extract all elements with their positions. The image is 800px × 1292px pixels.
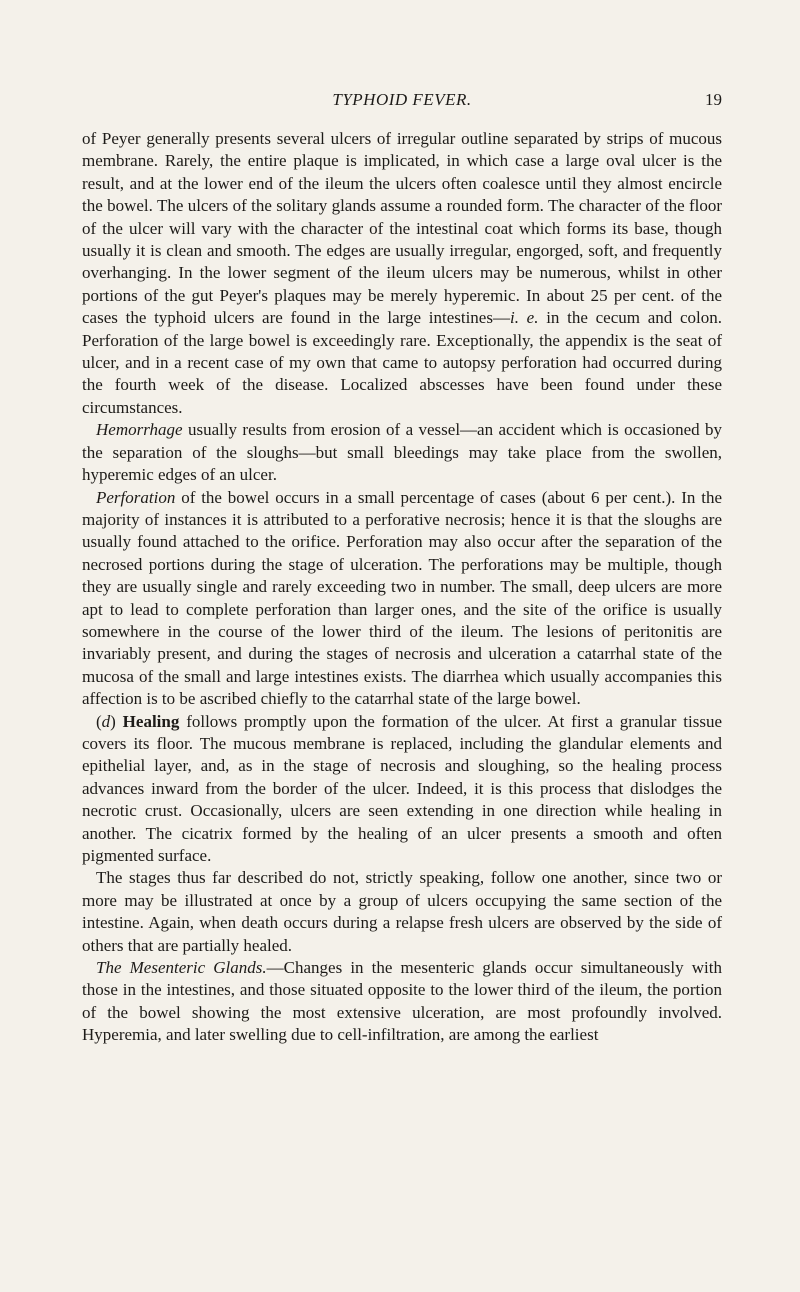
- paragraph-text: in the cecum and colon. Perforation of the large bowel is exceedingly rare. Exceptionally, the appendix is the seat of ulcer, and in a recent case of my own that came to autopsy perforation had occurred during the fourth week of the disease. Localized abscesses have been found under these circumstances.: [82, 308, 722, 417]
- paragraph-heading: The Mesenteric Glands.: [96, 958, 267, 978]
- page-number: 19: [705, 90, 722, 109]
- paragraph-healing: [82, 711, 722, 868]
- paragraph-heading: Perforation: [96, 487, 176, 507]
- inline-abbreviation: i. e.: [509, 308, 539, 328]
- body-text: [82, 128, 722, 1047]
- section-heading: Healing: [115, 711, 180, 731]
- running-title: TYPHOID FEVER.: [332, 90, 472, 109]
- paragraph-hemorrhage: [82, 419, 722, 486]
- paragraph-text: —Changes in the mesenteric glands occur simultaneously with those in the intestines, and those situated opposite to the lower third of the ileum, the portion of the bowel showing the most extensive ulceration, are most profoundly involved. Hyperemia, and later swelling due to cell-infiltration, are among the earliest: [82, 958, 722, 1045]
- paragraph-text: of Peyer generally presents several ulcers of irregular outline separated by strips of mucous membrane. Rarely, the entire plaque is implicated, in which case a large oval ulcer is the result, and at the lower end of the ileum the ulcers often coalesce until they almost encircle the bowel. The ulcers of the solitary glands assume a rounded form. The character of the floor of the ulcer will vary with the character of the intestinal coat which forms its base, though usually it is clean and smooth. The edges are usually irregular, engorged, soft, and frequently overhanging. In the lower segment of the ileum ulcers may be numerous, whilst in other portions of the gut Peyer's plaques may be merely hyperemic. In about 25 per cent. of the cases the typhoid ulcers are found in the large intestines—: [82, 129, 722, 328]
- section-paren-open: (: [96, 711, 102, 731]
- section-paren-close: ): [110, 711, 116, 731]
- paragraph-ulcers: [82, 128, 722, 419]
- paragraph-stages: [82, 867, 722, 957]
- running-head: [82, 90, 722, 116]
- paragraph-perforation: [82, 487, 722, 711]
- paragraph-text: of the bowel occurs in a small percentage of cases (about 6 per cent.). In the majority of instances it is attributed to a perforative necrosis; hence it is that the sloughs are usually found attached to the orifice. Perforation may also occur after the separation of the necrosed portions during the stage of ulceration. The perforations may be multiple, though they are usually single and rarely exceeding two in number. The small, deep ulcers are more apt to lead to complete perforation than larger ones, and the site of the orifice is usually somewhere in the course of the lower third of the ileum. The lesions of peritonitis are invariably present, and during the stages of necrosis and ulceration a catarrhal state of the mucosa of the small and large intestines exists. The diarrhea which usually accompanies this affection is to be ascribed chiefly to the catarrhal state of the large bowel.: [82, 487, 722, 709]
- paragraph-text: The stages thus far described do not, strictly speaking, follow one another, since two or more may be illustrated at once by a group of ulcers occupying the same section of the intestine. Again, when death occurs during a relapse fresh ulcers are observed by the side of others that are partially healed.: [82, 868, 722, 955]
- section-letter: d: [101, 711, 111, 731]
- paragraph-heading: Hemorrhage: [96, 420, 183, 440]
- paragraph-text: follows promptly upon the formation of the ulcer. At first a granular tissue covers its floor. The mucous membrane is replaced, including the glandular elements and epithelial layer, and, as in the stage of necrosis and sloughing, so the healing process advances inward from the border of the ulcer. Indeed, it is this process that dislodges the necrotic crust. Occasionally, ulcers are seen extending in one direction while healing in another. The cicatrix formed by the healing of an ulcer presents a smooth and often pigmented surface.: [82, 711, 722, 865]
- paragraph-mesenteric-glands: [82, 957, 722, 1047]
- paragraph-text: usually results from erosion of a vessel—an accident which is occasioned by the separation of the sloughs—but small bleedings may take place from the swollen, hyperemic edges of an ulcer.: [82, 420, 722, 485]
